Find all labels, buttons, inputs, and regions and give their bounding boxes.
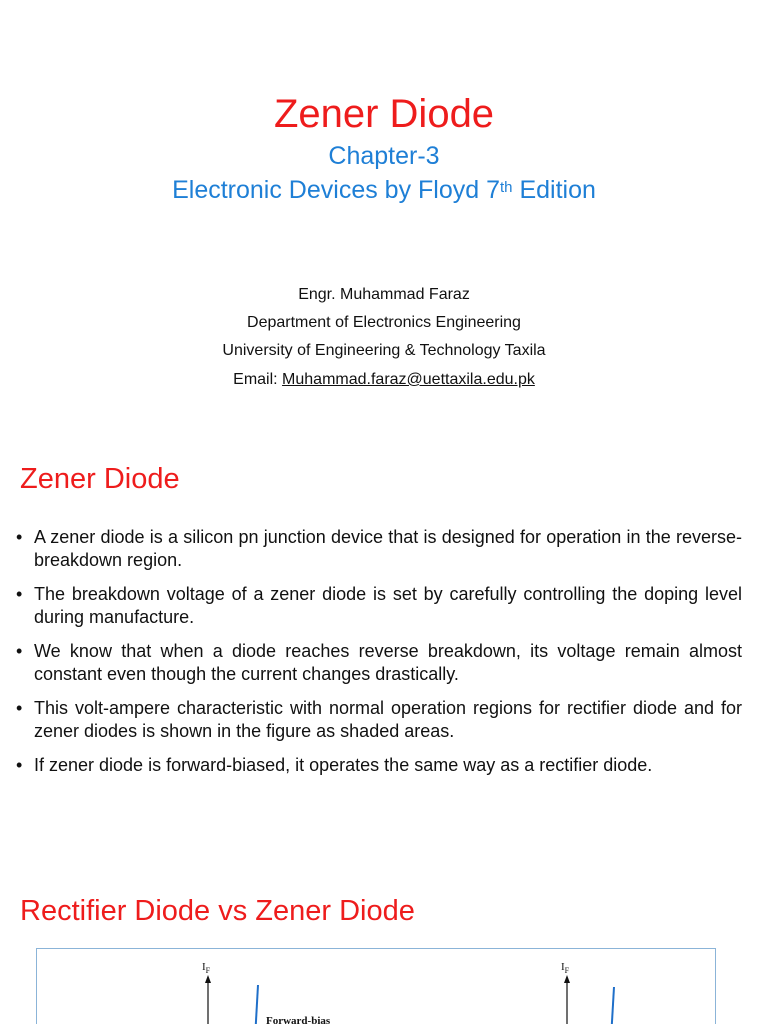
right-axis-label-sub: F <box>564 966 570 976</box>
vi-characteristic-svg <box>37 949 716 1024</box>
section-title: Zener Diode <box>20 463 180 495</box>
author-name: Engr. Muhammad Faraz <box>298 286 470 303</box>
bullet-item: • The breakdown voltage of a zener diode is set by carefully controlling the doping level during manufacture. <box>16 583 742 629</box>
right-axis-label <box>561 961 569 975</box>
email-label: Email: <box>233 371 283 388</box>
left-axis-label-sub: F <box>205 966 211 976</box>
bullet-item: • If zener diode is forward-biased, it operates the same way as a rectifier diode. <box>16 754 742 777</box>
book-title-prefix: Electronic Devices by Floyd 7 <box>172 176 500 204</box>
left-axis-label <box>202 961 210 975</box>
comparison-slide <box>0 872 768 1024</box>
chapter-subtitle: Chapter-3 <box>328 142 440 170</box>
zener-diode-slide <box>0 440 768 860</box>
email-link[interactable]: Muhammad.faraz@uettaxila.edu.pk <box>282 371 535 388</box>
book-title-suffix: Edition <box>512 176 596 204</box>
vi-characteristic-figure <box>36 948 716 1024</box>
left-y-axis-arrow <box>205 975 211 983</box>
right-y-axis-arrow <box>564 975 570 983</box>
book-subtitle <box>0 174 768 206</box>
left-axis-label-main: I <box>202 961 206 973</box>
author-department: Department of Electronics Engineering <box>247 314 521 331</box>
book-edition-superscript: th <box>500 179 513 196</box>
author-email-line <box>0 370 768 390</box>
left-forward-curve <box>255 985 258 1024</box>
bullet-item: • This volt-ampere characteristic with normal operation regions for rectifier diode and for zener diodes is shown in the figure as shaded areas. <box>16 697 742 743</box>
bullet-item: • A zener diode is a silicon pn junction device that is designed for operation in the reverse-breakdown region. <box>16 526 742 572</box>
right-forward-curve <box>611 987 614 1024</box>
title-slide <box>0 0 768 430</box>
forward-bias-label: Forward-bias <box>266 1015 331 1024</box>
section-title: Rectifier Diode vs Zener Diode <box>20 895 415 927</box>
bullet-item: • We know that when a diode reaches reverse breakdown, its voltage remain almost constant even though the current changes drastically. <box>16 640 742 686</box>
page-title: Zener Diode <box>273 92 495 136</box>
right-axis-label-main: I <box>561 961 565 973</box>
author-university: University of Engineering & Technology Taxila <box>222 342 546 359</box>
bullet-list <box>16 526 742 788</box>
